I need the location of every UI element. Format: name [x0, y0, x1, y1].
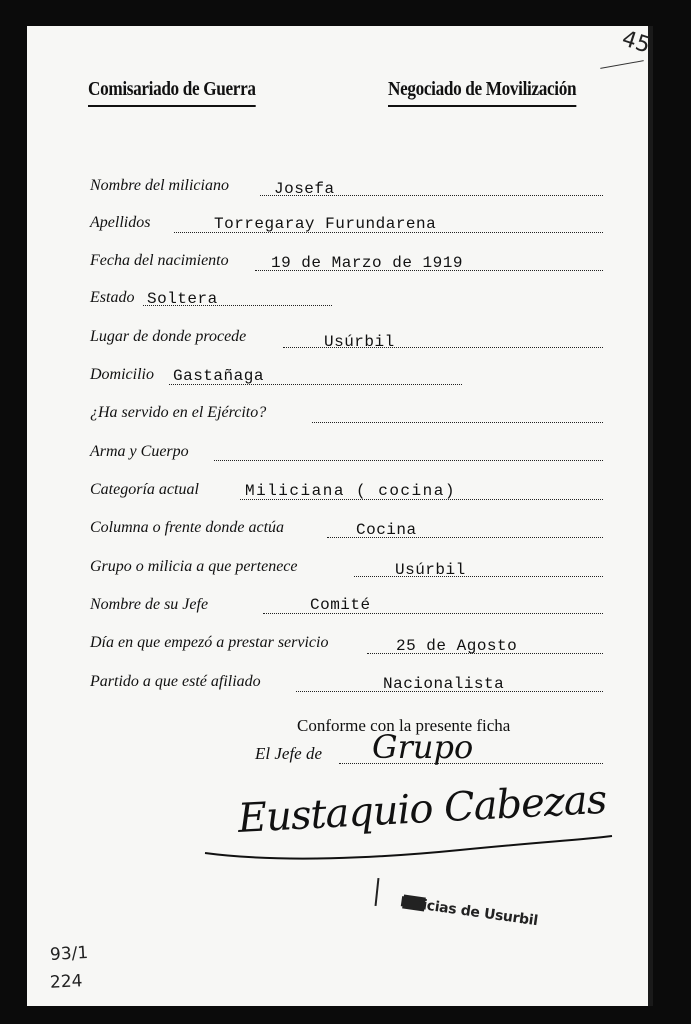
value-columna: Cocina	[356, 521, 417, 539]
jefe-de-label: El Jefe de	[255, 744, 323, 763]
value-nombre: Josefa	[274, 180, 335, 198]
line-ejercito	[312, 422, 603, 423]
value-lugar: Usúrbil	[324, 333, 395, 351]
label-categoria: Categoría actual	[90, 481, 199, 498]
value-domicilio: Gastañaga	[173, 367, 264, 385]
header-left-text: Comisariado de Guerra	[88, 78, 256, 100]
label-fecha-nacimiento: Fecha del nacimiento	[90, 252, 229, 269]
value-jefe: Comité	[310, 596, 371, 614]
folio-number: 45	[618, 26, 654, 59]
signature: Eustaquio Cabezas	[236, 776, 608, 842]
label-columna: Columna o frente donde actúa	[90, 519, 285, 536]
header-right	[388, 78, 576, 101]
value-fecha-nacimiento: 19 de Marzo de 1919	[271, 254, 463, 272]
value-grupo: Usúrbil	[395, 561, 466, 579]
card-edge	[648, 26, 653, 1006]
value-categoria: Miliciana ( cocina)	[245, 482, 456, 500]
header-right-underline	[388, 105, 576, 107]
label-apellidos: Apellidos	[90, 214, 151, 231]
label-grupo: Grupo o milicia a que pertenece	[90, 558, 298, 575]
value-estado: Soltera	[147, 290, 218, 308]
ref-number-top: 93/1	[49, 943, 89, 965]
label-jefe: Nombre de su Jefe	[90, 596, 209, 613]
label-ejercito: ¿Ha servido en el Ejército?	[90, 404, 267, 421]
ref-number-bottom: 224	[49, 971, 83, 993]
label-dia-servicio: Día en que empezó a prestar servicio	[90, 634, 329, 651]
label-partido: Partido a que esté afiliado	[90, 673, 261, 690]
value-partido: Nacionalista	[383, 675, 505, 693]
value-apellidos: Torregaray Furundarena	[214, 215, 437, 233]
header-left	[88, 78, 256, 101]
label-domicilio: Domicilio	[90, 366, 154, 383]
value-dia-servicio: 25 de Agosto	[396, 637, 518, 655]
header-left-underline	[88, 105, 256, 107]
stamp-text: Milicias de Usurbil	[398, 894, 539, 930]
jefe-de-handwritten: Grupo	[372, 728, 474, 766]
line-arma	[214, 460, 603, 461]
label-nombre: Nombre del miliciano	[90, 177, 229, 194]
label-lugar: Lugar de donde procede	[90, 328, 247, 345]
label-estado: Estado	[90, 289, 135, 306]
header-right-text: Negociado de Movilización	[388, 78, 577, 100]
label-arma: Arma y Cuerpo	[90, 443, 189, 460]
line-grupo	[354, 576, 603, 577]
conforme-text: Conforme con la presente ficha	[297, 716, 511, 735]
signature-flourish	[200, 828, 620, 868]
